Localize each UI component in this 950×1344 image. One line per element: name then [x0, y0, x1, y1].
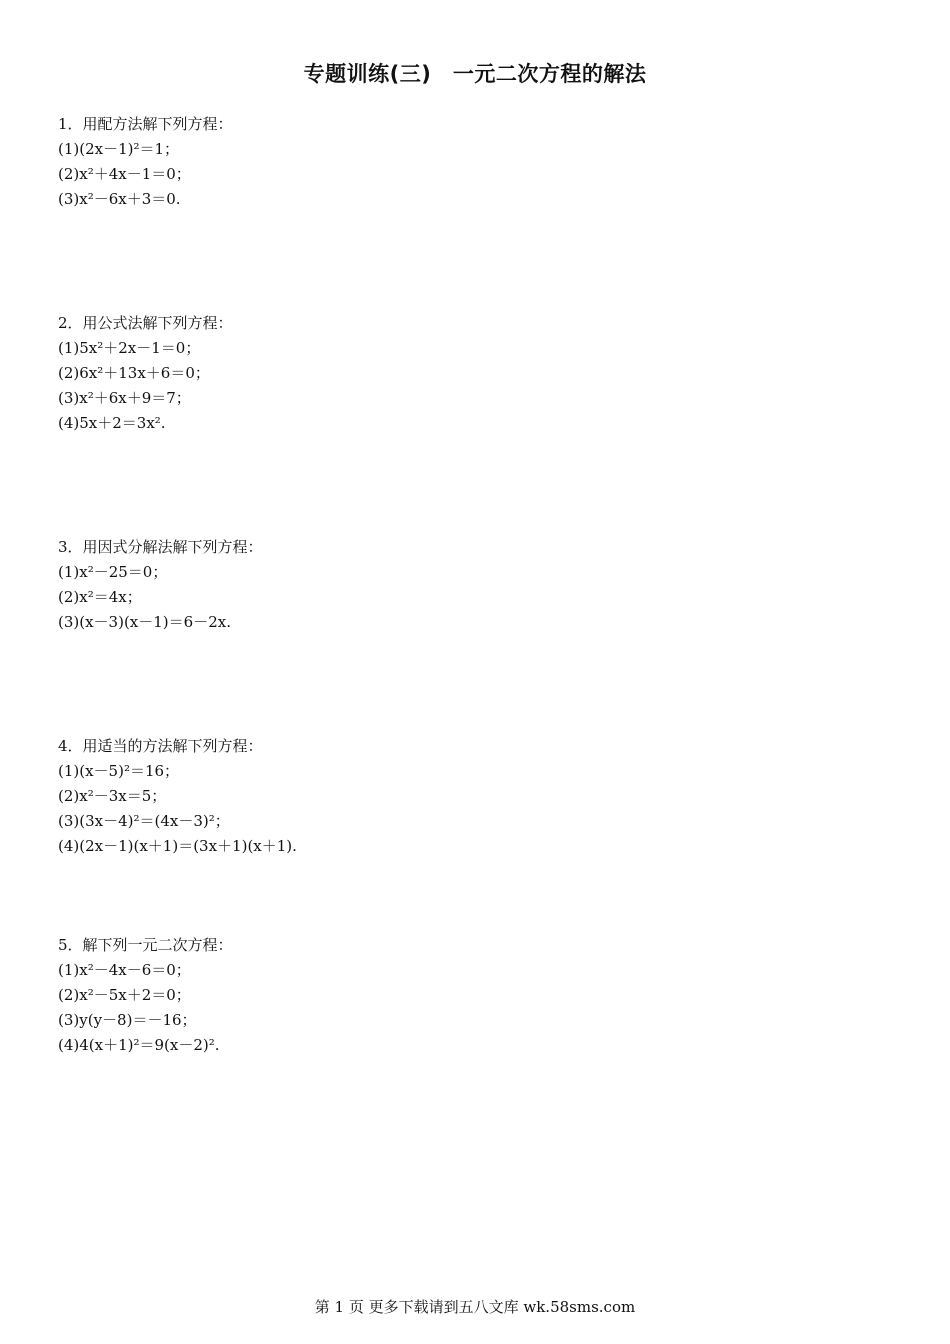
equation-item: (4)(2x－1)(x＋1)＝(3x＋1)(x＋1). [58, 837, 297, 855]
equation-item: (1)(2x－1)²＝1； [58, 140, 180, 158]
equation-item: (4)5x＋2＝3x². [58, 414, 166, 432]
page-footer: 第 1 页 更多下载请到五八文库 wk.58sms.com [314, 1298, 636, 1316]
section-heading: 2．用公式法解下列方程： [58, 314, 233, 332]
section-heading: 1．用配方法解下列方程： [58, 115, 233, 133]
section-2 [58, 311, 233, 436]
equation-item: (3)x²＋6x＋9＝7； [58, 389, 191, 407]
section-5 [58, 933, 233, 1058]
equation-item: (1)x²－4x－6＝0； [58, 961, 191, 979]
equation-item: (3)x²－6x＋3＝0. [58, 190, 181, 208]
equation-item: (2)x²＋4x－1＝0； [58, 165, 191, 183]
equation-item: (3)y(y－8)＝－16； [58, 1011, 197, 1029]
section-3 [58, 535, 263, 635]
equation-item: (2)x²－5x＋2＝0； [58, 986, 191, 1004]
equation-item: (4)4(x＋1)²＝9(x－2)². [58, 1036, 220, 1054]
section-heading: 5．解下列一元二次方程： [58, 936, 233, 954]
page-title: 专题训练(三) 一元二次方程的解法 [303, 62, 647, 86]
equation-item: (2)x²＝4x； [58, 588, 142, 606]
section-heading: 4．用适当的方法解下列方程： [58, 737, 263, 755]
equation-item: (2)6x²＋13x＋6＝0； [58, 364, 210, 382]
equation-item: (2)x²－3x＝5； [58, 787, 167, 805]
equation-item: (3)(3x－4)²＝(4x－3)²； [58, 812, 230, 830]
equation-item: (1)(x－5)²＝16； [58, 762, 180, 780]
section-4 [58, 734, 297, 859]
section-1 [58, 112, 233, 212]
equation-item: (3)(x－3)(x－1)＝6－2x. [58, 613, 231, 631]
equation-item: (1)x²－25＝0； [58, 563, 168, 581]
section-heading: 3．用因式分解法解下列方程： [58, 538, 263, 556]
equation-item: (1)5x²＋2x－1＝0； [58, 339, 201, 357]
